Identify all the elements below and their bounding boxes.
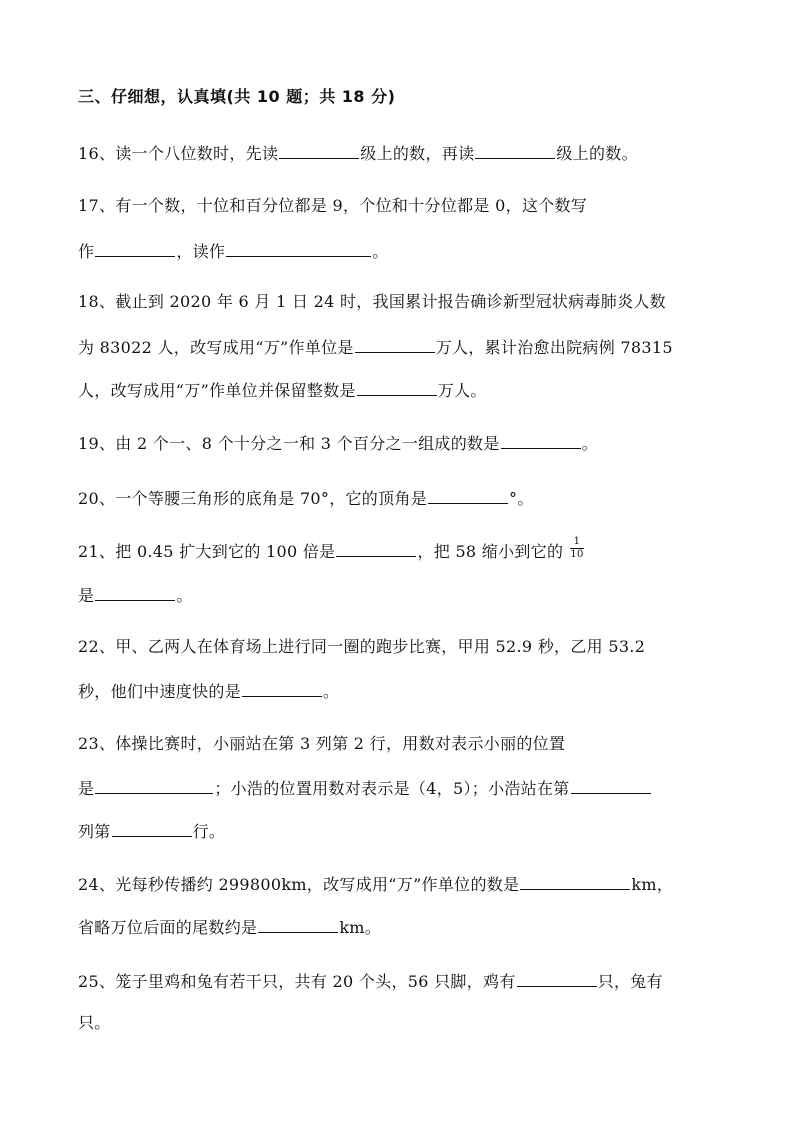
q25-blank-1[interactable] xyxy=(517,970,597,987)
question-23-line-1 xyxy=(78,734,565,754)
q18-text-c: 万人，累计治愈出院病例 78315 xyxy=(435,338,673,357)
q18-text-d: 人，改写成用“万”作单位并保留整数是 xyxy=(78,381,356,400)
question-18-line-2 xyxy=(78,336,673,358)
q21-text-b: ，把 58 缩小到它的 xyxy=(417,542,564,561)
q16-text-b: 级上的数，再读 xyxy=(360,144,475,163)
q21-text-c: 是 xyxy=(78,586,95,605)
q19-text-a: 19、由 2 个一、8 个十分之一和 3 个百分之一组成的数是 xyxy=(78,434,500,453)
q16-blank-2[interactable] xyxy=(475,142,555,159)
question-25-line-1 xyxy=(78,970,663,992)
question-22-line-2 xyxy=(78,680,339,702)
question-18-line-3 xyxy=(78,379,487,401)
q18-text-a: 18、截止到 2020 年 6 月 1 日 24 时，我国累计报告确诊新型冠状病毒肺炎人数 xyxy=(78,292,666,311)
q23-blank-1[interactable] xyxy=(95,777,213,794)
q18-blank-1[interactable] xyxy=(355,336,435,353)
q24-blank-1[interactable] xyxy=(520,873,630,890)
question-17-line-1 xyxy=(78,196,587,216)
q22-text-a: 22、甲、乙两人在体育场上进行同一圈的跑步比赛，甲用 52.9 秒，乙用 53.2 xyxy=(78,637,646,656)
q21-text-d: 。 xyxy=(176,586,193,605)
q23-blank-3[interactable] xyxy=(112,820,192,837)
q16-text-c: 级上的数。 xyxy=(556,144,638,163)
q23-blank-2[interactable] xyxy=(571,777,651,794)
section-title: 三、仔细想，认真填(共 10 题；共 18 分) xyxy=(78,87,396,106)
q24-blank-2[interactable] xyxy=(258,916,338,933)
q25-text-b: 只，兔有 xyxy=(597,972,663,991)
question-24-line-2 xyxy=(78,916,381,938)
q24-text-a: 24、光每秒传播约 299800km，改写成用“万”作单位的数是 xyxy=(78,875,520,894)
q19-text-b: 。 xyxy=(581,434,598,453)
q23-text-d: 列第 xyxy=(78,822,111,841)
question-20 xyxy=(78,487,534,509)
question-19 xyxy=(78,432,598,454)
q22-text-b: 秒，他们中速度快的是 xyxy=(78,682,242,701)
q17-text-b: 作 xyxy=(78,242,95,261)
q21-blank-1[interactable] xyxy=(336,540,416,557)
fraction-denominator: 10 xyxy=(570,549,584,560)
question-17-line-2 xyxy=(78,240,389,262)
fraction-numerator: 1 xyxy=(573,536,581,547)
question-24-line-1 xyxy=(78,873,673,895)
q24-text-c: 省略万位后面的尾数约是 xyxy=(78,918,258,937)
q19-blank-1[interactable] xyxy=(501,432,581,449)
fraction-one-tenth xyxy=(569,537,584,560)
q18-text-e: 万人。 xyxy=(437,381,487,400)
q20-text-b: °。 xyxy=(509,489,534,508)
q24-text-b: km， xyxy=(631,875,674,894)
question-22-line-1 xyxy=(78,637,645,657)
q17-text-d: 。 xyxy=(372,242,389,261)
q23-text-a: 23、体操比赛时，小丽站在第 3 列第 2 行，用数对表示小丽的位置 xyxy=(78,734,566,753)
q16-blank-1[interactable] xyxy=(279,142,359,159)
question-16 xyxy=(78,142,638,164)
q24-text-d: km。 xyxy=(339,918,382,937)
question-21-line-2 xyxy=(78,584,193,606)
q25-text-c: 只。 xyxy=(78,1013,111,1032)
question-18-line-1 xyxy=(78,292,666,312)
q18-blank-2[interactable] xyxy=(357,379,437,396)
q23-text-b: 是 xyxy=(78,779,95,798)
q20-text-a: 20、一个等腰三角形的底角是 70°，它的顶角是 xyxy=(78,489,428,508)
q17-text-a: 17、有一个数，十位和百分位都是 9，个位和十分位都是 0，这个数写 xyxy=(78,196,588,215)
q18-text-b: 为 83022 人，改写成用“万”作单位是 xyxy=(78,338,354,357)
q21-text-a: 21、把 0.45 扩大到它的 100 倍是 xyxy=(78,542,336,561)
q22-blank-1[interactable] xyxy=(242,680,322,697)
q21-blank-2[interactable] xyxy=(95,584,175,601)
q17-blank-2[interactable] xyxy=(226,240,371,257)
q16-text-a: 16、读一个八位数时，先读 xyxy=(78,144,279,163)
question-23-line-2 xyxy=(78,777,652,799)
q17-text-c: ，读作 xyxy=(176,242,226,261)
q20-blank-1[interactable] xyxy=(428,487,508,504)
question-21-line-1 xyxy=(78,536,585,564)
question-23-line-3 xyxy=(78,820,225,842)
q23-text-c: ；小浩的位置用数对表示是（4，5）；小浩站在第 xyxy=(214,779,570,798)
q22-text-c: 。 xyxy=(323,682,340,701)
question-25-line-2 xyxy=(78,1013,111,1033)
q17-blank-1[interactable] xyxy=(95,240,175,257)
q25-text-a: 25、笼子里鸡和兔有若干只，共有 20 个头，56 只脚，鸡有 xyxy=(78,972,516,991)
q23-text-e: 行。 xyxy=(192,822,226,841)
